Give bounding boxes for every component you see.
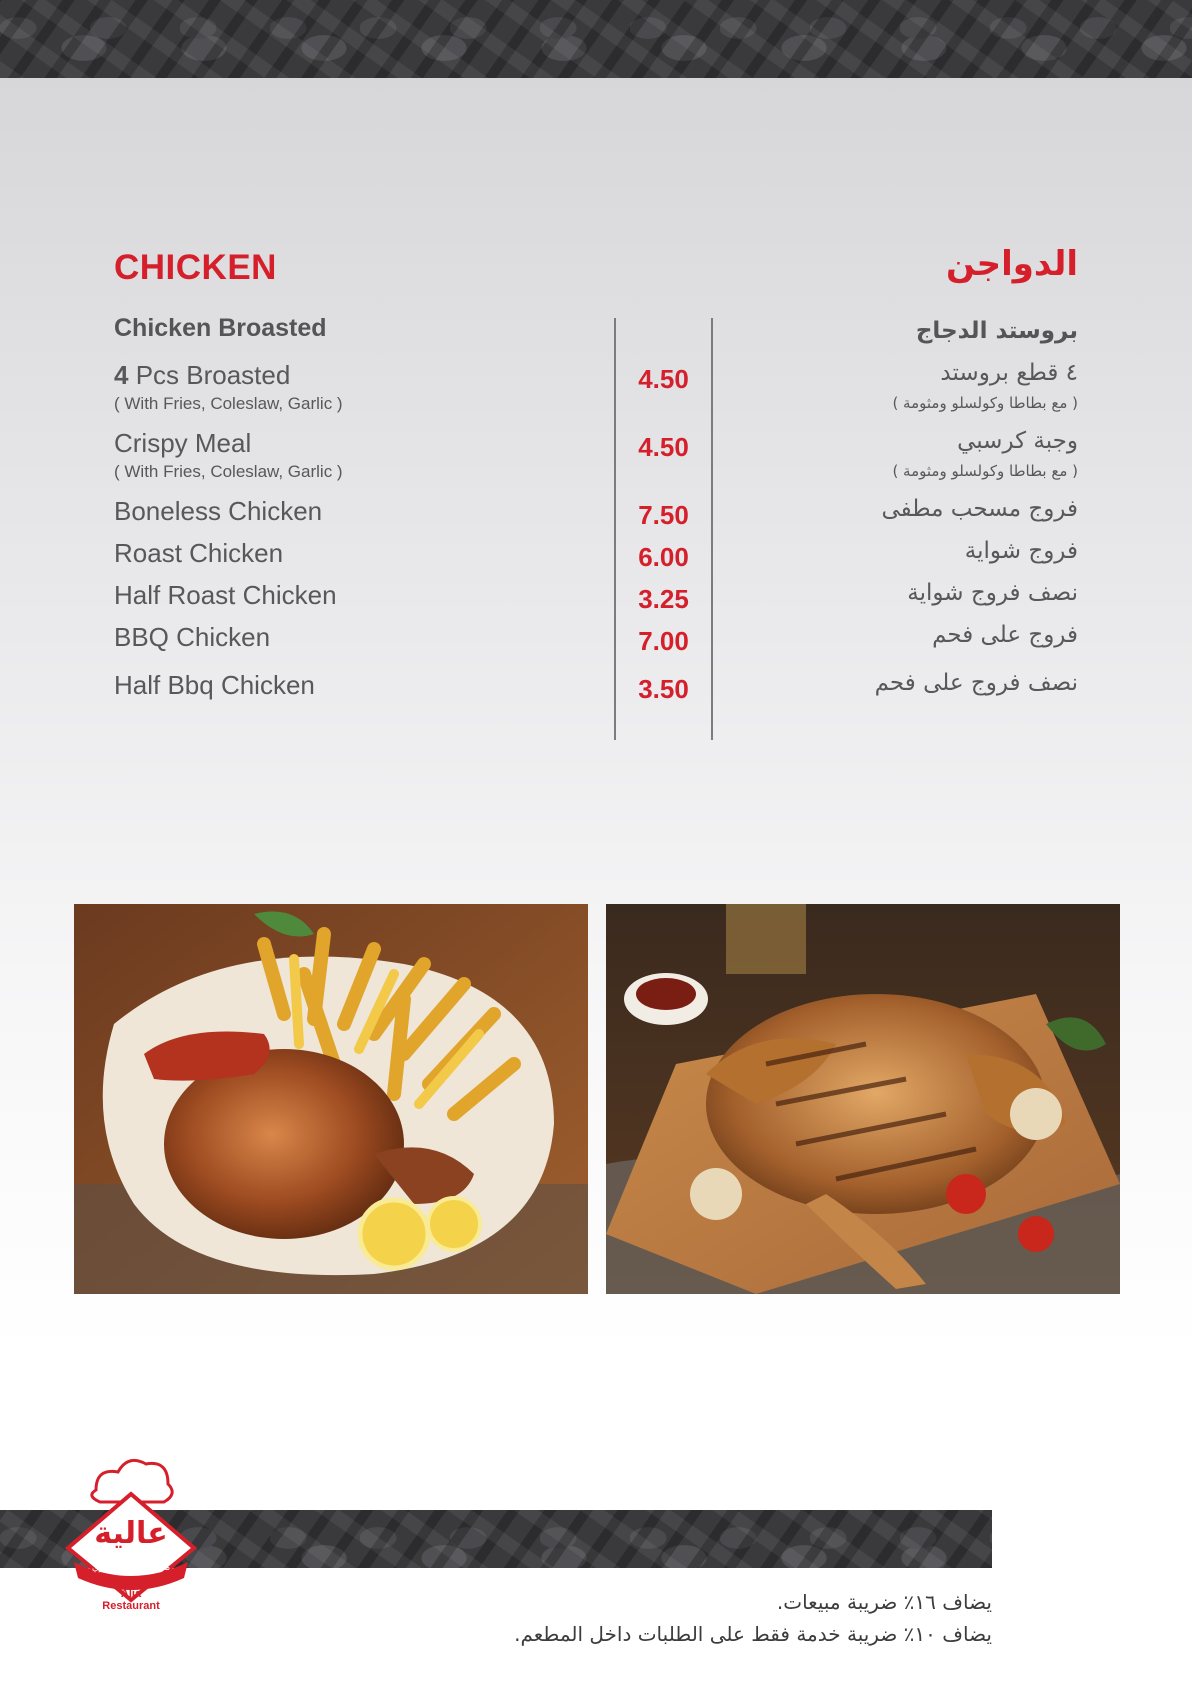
menu-item-name-en: BBQ Chicken [114,622,271,652]
menu-item-name-ar: فروج شواية [964,538,1078,564]
grilled-chicken-on-board-photo [606,904,1120,1294]
menu-item-note-ar: ( مع بطاطا وكولسلو ومثومة ) [892,462,1078,480]
menu-item-name-en: 4 Pcs Broasted [114,360,291,390]
menu-item-price: 7.00 [638,626,689,656]
menu-item-price: 4.50 [638,364,689,394]
menu-item-name-en: Half Roast Chicken [114,580,337,610]
menu-item-note-en: ( With Fries, Coleslaw, Garlic ) [114,394,343,413]
menu-item-name-ar: نصف فروج شواية [907,580,1078,606]
menu-item-name-en: Half Bbq Chicken [114,670,315,700]
logo-tagline-ar: مطعم عالية المركزي [91,1563,171,1573]
menu-item-note-ar: ( مع بطاطا وكولسلو ومثومة ) [892,394,1078,412]
subsection-title-ar: بروستد الدجاج [915,318,1078,344]
menu-item-name-ar: فروج مسحب مطفى [881,496,1078,522]
price-column-right-divider [711,318,713,740]
menu-item-name-en: Roast Chicken [114,538,284,568]
service-tax-note: يضاف ١٠٪ ضريبة خدمة فقط على الطلبات داخل المطعم. [514,1622,992,1646]
menu-item-price: 4.50 [638,432,689,462]
menu-item-name-en: Crispy Meal [114,428,252,458]
menu-item-price: 3.25 [638,584,689,614]
alia-restaurant-logo [56,1450,206,1610]
logo-name-ar: عالية [94,1516,168,1551]
section-title-ar: الدواجن [946,244,1078,284]
logo-name-en-line2: Restaurant [102,1600,160,1612]
menu-item-name-en: Boneless Chicken [114,496,323,526]
top-pattern-band [0,0,1192,78]
sales-tax-note: يضاف ١٦٪ ضريبة مبيعات. [776,1590,992,1614]
roast-chicken-with-fries-photo [74,904,588,1294]
section-title-en: CHICKEN [114,248,277,287]
menu-item-name-ar: فروج على فحم [932,622,1078,648]
logo-name-en-line1: Alia [120,1588,142,1600]
menu-item-name-ar: نصف فروج على فحم [874,670,1078,696]
menu-item-qty: 4 [114,360,129,390]
menu-item-price: 6.00 [638,542,689,572]
menu-item-note-en: ( With Fries, Coleslaw, Garlic ) [114,462,343,481]
menu-item-price: 7.50 [638,500,689,530]
subsection-title-en: Chicken Broasted [114,314,327,342]
menu-item-price: 3.50 [638,674,689,704]
menu-item-name-ar: وجبة كرسبي [957,428,1078,454]
menu-item-name-ar: ٤ قطع بروستد [940,360,1078,386]
